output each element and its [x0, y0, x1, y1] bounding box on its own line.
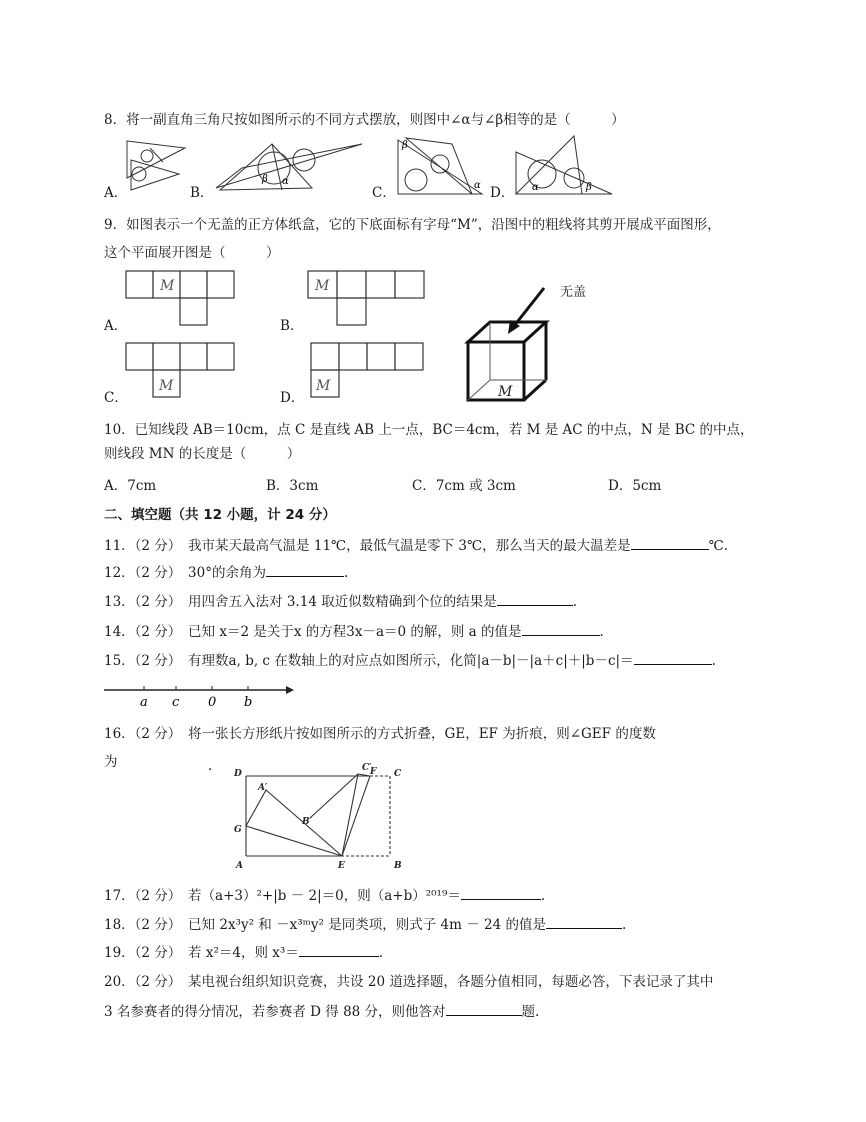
- q8-figure-d: [512, 134, 614, 198]
- q16-label-a-prime: A′: [258, 783, 268, 793]
- q19: [104, 941, 383, 961]
- q15: [104, 649, 716, 669]
- q16-line2: 为: [104, 754, 118, 770]
- q9-net-b: [307, 270, 429, 328]
- q18-tail: .: [621, 917, 627, 933]
- q8-figure-a: [125, 138, 187, 196]
- q9-net-d-letter: M: [316, 378, 331, 394]
- q9-option-d[interactable]: D．: [280, 390, 305, 406]
- q9-cube: [462, 282, 602, 406]
- q10-option-a[interactable]: A．7cm: [104, 478, 157, 494]
- q11: [104, 534, 728, 554]
- q11-text: 11．（2 分） 我市某天最高气温是 11℃，最低气温是零下 3℃，那么当天的最大温差是: [104, 538, 631, 554]
- q12: [104, 561, 348, 581]
- q20-line1: 20．（2 分） 某电视台组织知识竞赛，共设 20 道选择题，各题分值相同，每题必答，下表记录了其中: [104, 974, 714, 990]
- q16-label-b: B: [394, 861, 402, 871]
- q19-tail: .: [378, 945, 384, 961]
- q17: [104, 884, 545, 904]
- q9-line1: 9．如图表示一个无盖的正方体纸盒，它的下底面标有字母“M”，沿图中的粗线将其剪开展成平面图形，: [104, 217, 721, 233]
- q15-number-line: [104, 680, 299, 710]
- q19-answer-blank[interactable]: [299, 942, 379, 957]
- q13-tail: .: [572, 594, 577, 610]
- q9-net-c-letter: M: [159, 378, 174, 394]
- q16-label-d: D: [234, 769, 242, 779]
- q12-answer-blank[interactable]: [266, 562, 344, 577]
- q10-option-d[interactable]: D．5cm: [608, 478, 662, 494]
- q15-tail: .: [711, 653, 716, 669]
- q8-alpha-label: α: [282, 176, 289, 187]
- q15-answer-blank[interactable]: [634, 650, 712, 665]
- q9-lid-label: 无盖: [560, 285, 587, 300]
- q13-text: 13．（2 分） 用四舍五入法对 3.14 取近似数精确到个位的结果是: [104, 594, 497, 610]
- q10-option-c[interactable]: C．7cm 或 3cm: [412, 478, 516, 494]
- q9-net-a-letter: M: [160, 278, 175, 294]
- q8-alpha-label-c: α: [474, 180, 481, 191]
- q9-cube-letter: M: [498, 384, 513, 400]
- q18: [104, 913, 626, 933]
- q15-text: 15．（2 分） 有理数a, b, c 在数轴上的对应点如图所示，化简|a－b|－|a＋c|＋|b－c|＝: [104, 653, 634, 669]
- q15-label-zero: 0: [208, 695, 217, 710]
- q14: [104, 620, 604, 640]
- q8-beta-label-c: β: [402, 140, 408, 151]
- q20-line2-wrap: [104, 1000, 539, 1020]
- q9-net-b-letter: M: [315, 278, 330, 294]
- q8-figure-c: [396, 136, 486, 198]
- q9-net-d: [310, 342, 432, 400]
- q14-text: 14．（2 分） 已知 x＝2 是关于x 的方程3x－a＝0 的解，则 a 的值是: [104, 624, 522, 640]
- q15-label-c: c: [172, 695, 180, 710]
- q9-option-a[interactable]: A．: [104, 318, 128, 334]
- q17-answer-blank[interactable]: [461, 885, 541, 900]
- q16-line1: 16．（2 分） 将一张长方形纸片按如图所示的方式折叠，GE，EF 为折痕，则∠GEF 的度数: [104, 726, 656, 742]
- q20-line2: 3 名参赛者的得分情况，若参赛者 D 得 88 分，则他答对: [104, 1004, 446, 1020]
- q16-label-g: G: [234, 825, 242, 835]
- q9-option-c[interactable]: C．: [104, 390, 128, 406]
- q16-dot: .: [208, 758, 213, 774]
- q17-tail: .: [540, 888, 546, 904]
- q11-tail: ℃.: [708, 538, 729, 554]
- q16-label-c-prime: C′: [362, 763, 372, 773]
- q15-label-a: a: [140, 695, 148, 710]
- q8-beta-label-d: β: [586, 182, 592, 193]
- q18-text: 18．（2 分） 已知 2x³y² 和 －x³ᵐy² 是同类项，则式子 4m － 24 的值是: [104, 917, 546, 933]
- q8-beta-label: β: [262, 174, 268, 185]
- q10-option-b[interactable]: B．3cm: [266, 478, 319, 494]
- q19-text: 19．（2 分） 若 x²＝4，则 x³＝: [104, 945, 299, 961]
- q13: [104, 590, 577, 610]
- q8-text: 8．将一副直角三角尺按如图所示的不同方式摆放，则图中∠α与∠β相等的是（ ）: [104, 112, 625, 128]
- q16-label-c: C: [394, 769, 402, 779]
- q8-option-c[interactable]: C．: [372, 185, 396, 201]
- q14-tail: .: [599, 624, 604, 640]
- q16-label-b-prime: B′: [302, 817, 312, 827]
- q18-answer-blank[interactable]: [546, 914, 622, 929]
- q14-answer-blank[interactable]: [522, 621, 600, 636]
- q8-option-d[interactable]: D．: [490, 185, 515, 201]
- q20-answer-blank[interactable]: [446, 1001, 522, 1016]
- q17-text: 17．（2 分） 若（a+3）²+|b － 2|＝0，则（a+b）²⁰¹⁹＝: [104, 888, 461, 904]
- q9-line2: 这个平面展开图是（ ）: [104, 245, 280, 261]
- q8-option-b[interactable]: B．: [190, 185, 214, 201]
- q8-option-a[interactable]: A．: [104, 185, 128, 201]
- q12-tail: .: [344, 565, 349, 581]
- q20-tail: 题.: [521, 1004, 540, 1020]
- q9-option-b[interactable]: B．: [280, 318, 304, 334]
- q10-line1: 10．已知线段 AB＝10cm，点 C 是直线 AB 上一点，BC＝4cm，若 M 是 AC 的中点，N 是 BC 的中点，: [104, 422, 754, 438]
- q9-net-c: [125, 342, 237, 400]
- q13-answer-blank[interactable]: [497, 591, 573, 606]
- q16-label-f: F: [370, 767, 377, 777]
- q10-line2: 则线段 MN 的长度是（ ）: [104, 446, 301, 462]
- q12-text: 12．（2 分） 30°的余角为: [104, 565, 266, 581]
- q8-figure-b: [212, 138, 364, 196]
- q16-label-a: A: [236, 861, 243, 871]
- q9-net-a: [125, 270, 237, 328]
- section-fill-in-title: 二、填空题（共 12 小题，计 24 分）: [104, 507, 336, 523]
- q16-figure: [230, 760, 410, 872]
- q11-answer-blank[interactable]: [631, 535, 709, 550]
- q16-label-e: E: [338, 861, 345, 871]
- q8-alpha-label-d: α: [532, 182, 539, 193]
- q15-label-b: b: [244, 695, 253, 710]
